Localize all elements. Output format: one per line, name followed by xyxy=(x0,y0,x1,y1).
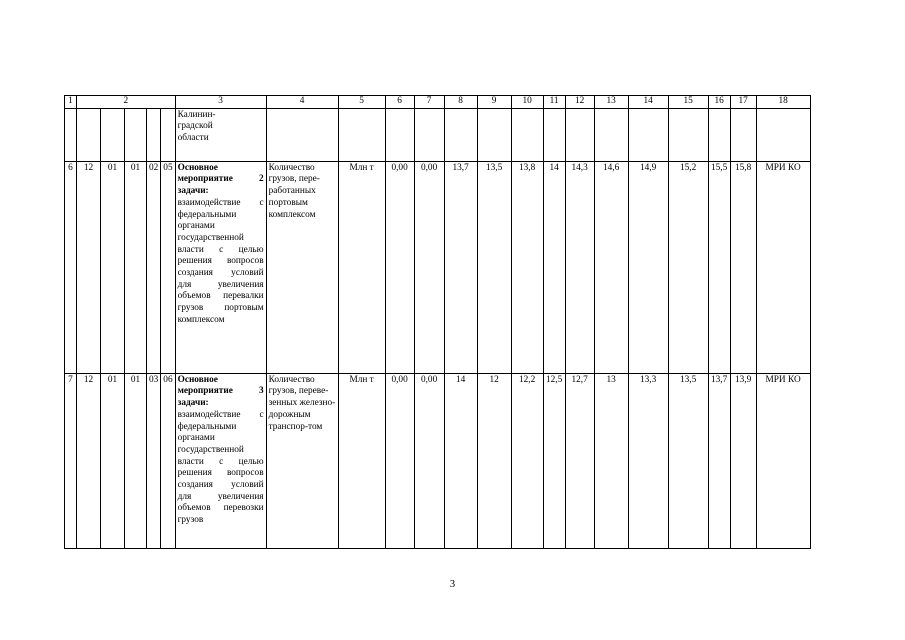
empty-cell xyxy=(730,108,756,161)
table-row xyxy=(65,161,811,373)
code-cell: 01 xyxy=(125,373,147,548)
empty-cell xyxy=(101,108,125,161)
value-cell: 14 xyxy=(444,373,477,548)
empty-cell xyxy=(266,108,338,161)
empty-cell xyxy=(756,108,810,161)
code-cell: 02 xyxy=(147,161,161,373)
empty-cell xyxy=(543,108,565,161)
value-cell: 14,6 xyxy=(594,161,628,373)
header-cell: 18 xyxy=(756,96,810,109)
value-cell: 12 xyxy=(477,373,511,548)
header-cell: 1 xyxy=(65,96,77,109)
value-cell: 14,9 xyxy=(628,161,668,373)
header-cell: 17 xyxy=(730,96,756,109)
empty-cell xyxy=(668,108,708,161)
empty-cell xyxy=(338,108,385,161)
executor-cell: МРИ КО xyxy=(756,373,810,548)
empty-cell xyxy=(385,108,414,161)
empty-cell xyxy=(511,108,543,161)
value-cell: 13,7 xyxy=(444,161,477,373)
header-cell: 14 xyxy=(628,96,668,109)
header-cell: 7 xyxy=(414,96,444,109)
header-cell: 2 xyxy=(77,96,176,109)
value-cell: 13,3 xyxy=(628,373,668,548)
value-cell: 0,00 xyxy=(414,161,444,373)
table-row xyxy=(65,373,811,548)
header-cell: 10 xyxy=(511,96,543,109)
activity-text: взаимодействие с федеральными органами государственной власти с целью решения вопросов создания условий для увеличения объемов перевалки грузов портовым комплексом xyxy=(177,197,264,325)
activity-title: Основное мероприятие 3 задачи: xyxy=(177,374,264,409)
value-cell: 13,9 xyxy=(730,373,756,548)
header-row xyxy=(65,96,811,109)
code-cell: 12 xyxy=(77,373,101,548)
code-cell: 06 xyxy=(161,373,175,548)
code-cell: 01 xyxy=(125,161,147,373)
header-cell: 9 xyxy=(477,96,511,109)
unit-cell: Млн т xyxy=(338,373,385,548)
data-table xyxy=(64,95,811,549)
value-cell: 0,00 xyxy=(385,161,414,373)
empty-cell xyxy=(161,108,175,161)
row-number: 6 xyxy=(65,161,77,373)
unit-cell: Млн т xyxy=(338,161,385,373)
value-cell: 12,7 xyxy=(565,373,594,548)
empty-cell xyxy=(565,108,594,161)
value-cell: 12,5 xyxy=(543,373,565,548)
value-cell: 13,7 xyxy=(708,373,730,548)
value-cell: 15,2 xyxy=(668,161,708,373)
header-cell: 6 xyxy=(385,96,414,109)
activity-cell xyxy=(175,373,266,548)
code-cell: 05 xyxy=(161,161,175,373)
value-cell: 13,8 xyxy=(511,161,543,373)
empty-cell xyxy=(125,108,147,161)
activity-title: Основное мероприятие 2 задачи: xyxy=(177,162,264,197)
executor-cell: МРИ КО xyxy=(756,161,810,373)
activity-text: взаимодействие с федеральными органами государственной власти с целью решения вопросов создания условий для увеличения объемов перевозки грузов xyxy=(177,409,264,526)
row-number: 7 xyxy=(65,373,77,548)
empty-cell xyxy=(65,108,77,161)
indicator-cell: Количество грузов, пере-работанных портовым комплексом xyxy=(266,161,338,373)
value-cell: 15,5 xyxy=(708,161,730,373)
empty-cell xyxy=(414,108,444,161)
value-cell: 15,8 xyxy=(730,161,756,373)
value-cell: 12,2 xyxy=(511,373,543,548)
value-cell: 13,5 xyxy=(477,161,511,373)
code-cell: 01 xyxy=(101,373,125,548)
value-cell: 14,3 xyxy=(565,161,594,373)
activity-cell xyxy=(175,161,266,373)
indicator-cell: Количество грузов, переве-зенных железно-дорожным транспор-том xyxy=(266,373,338,548)
header-cell: 12 xyxy=(565,96,594,109)
value-cell: 0,00 xyxy=(385,373,414,548)
empty-cell xyxy=(147,108,161,161)
activity-cell: Калинин- градской области xyxy=(175,108,266,161)
empty-cell xyxy=(708,108,730,161)
empty-cell xyxy=(594,108,628,161)
code-cell: 12 xyxy=(77,161,101,373)
header-cell: 4 xyxy=(266,96,338,109)
header-cell: 13 xyxy=(594,96,628,109)
header-cell: 15 xyxy=(668,96,708,109)
value-cell: 13 xyxy=(594,373,628,548)
header-cell: 5 xyxy=(338,96,385,109)
code-cell: 03 xyxy=(147,373,161,548)
header-cell: 11 xyxy=(543,96,565,109)
table-row-continued xyxy=(65,108,811,161)
empty-cell xyxy=(77,108,101,161)
page-number: 3 xyxy=(449,579,456,590)
empty-cell xyxy=(477,108,511,161)
code-cell: 01 xyxy=(101,161,125,373)
header-cell: 8 xyxy=(444,96,477,109)
empty-cell xyxy=(444,108,477,161)
value-cell: 14 xyxy=(543,161,565,373)
value-cell: 13,5 xyxy=(668,373,708,548)
value-cell: 0,00 xyxy=(414,373,444,548)
header-cell: 16 xyxy=(708,96,730,109)
empty-cell xyxy=(628,108,668,161)
header-cell: 3 xyxy=(175,96,266,109)
